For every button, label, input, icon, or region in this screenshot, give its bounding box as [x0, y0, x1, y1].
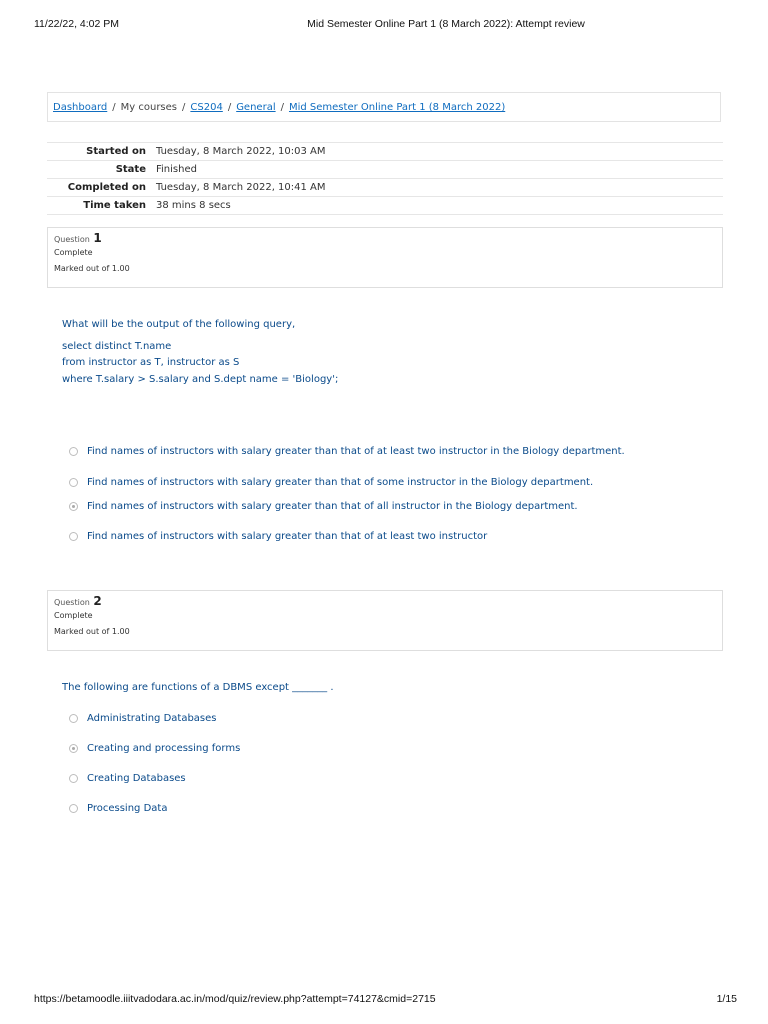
summary-row-started [47, 143, 723, 161]
question-1-text [62, 317, 338, 388]
breadcrumb [47, 92, 721, 122]
code-line: select distinct T.name [62, 340, 172, 352]
summary-value: Finished [156, 161, 723, 179]
question-prompt: What will be the output of the following query, [62, 319, 296, 330]
summary-row-state [47, 161, 723, 179]
answer-option-label: Find names of instructors with salary greater than that of at least two instructor in the Biology department. [87, 446, 625, 457]
answer-option-label: Administrating Databases [87, 713, 217, 724]
answer-option[interactable] [69, 713, 217, 724]
answer-option-label: Find names of instructors with salary greater than that of all instructor in the Biology department. [87, 501, 578, 512]
summary-label: Time taken [47, 197, 156, 215]
radio-button[interactable] [69, 447, 78, 456]
question-state: Complete [54, 611, 93, 620]
answer-option[interactable] [69, 477, 593, 488]
breadcrumb-separator: / [112, 102, 116, 113]
question-number-value: 2 [93, 594, 102, 608]
question-1-info [47, 227, 723, 288]
answer-option-label: Processing Data [87, 803, 168, 814]
summary-row-completed [47, 179, 723, 197]
question-grade: Marked out of 1.00 [54, 627, 130, 636]
question-number-value: 1 [93, 231, 102, 245]
summary-row-time-taken [47, 197, 723, 215]
answer-option-selected[interactable] [69, 743, 240, 754]
answer-option-label: Find names of instructors with salary greater than that of some instructor in the Biology department. [87, 477, 594, 488]
print-datetime: 11/22/22, 4:02 PM [34, 18, 120, 30]
code-line: where T.salary > S.salary and S.dept name = 'Biology'; [62, 373, 339, 385]
question-grade: Marked out of 1.00 [54, 264, 130, 273]
answer-option[interactable] [69, 531, 487, 542]
question-code [62, 339, 338, 389]
radio-button[interactable] [69, 804, 78, 813]
attempt-summary-table [47, 142, 723, 215]
breadcrumb-quiz-link[interactable]: Mid Semester Online Part 1 (8 March 2022) [288, 102, 506, 113]
question-number [54, 231, 722, 245]
print-title: Mid Semester Online Part 1 (8 March 2022): Attempt review [307, 18, 585, 30]
answer-option-selected[interactable] [69, 501, 578, 512]
breadcrumb-separator: / [182, 102, 186, 113]
question-state: Complete [54, 248, 93, 257]
radio-button[interactable] [69, 478, 78, 487]
summary-label: State [47, 161, 156, 179]
answer-option[interactable] [69, 803, 167, 814]
breadcrumb-course-link[interactable]: CS204 [190, 102, 223, 113]
answer-option-label: Creating and processing forms [87, 743, 241, 754]
radio-button-selected[interactable] [69, 502, 78, 511]
question-2-info [47, 590, 723, 651]
summary-label: Completed on [47, 179, 156, 197]
breadcrumb-dashboard-link[interactable]: Dashboard [53, 102, 108, 113]
summary-value: Tuesday, 8 March 2022, 10:03 AM [156, 143, 723, 161]
summary-label: Started on [47, 143, 156, 161]
print-page-number: 1/15 [716, 993, 737, 1005]
radio-button[interactable] [69, 714, 78, 723]
answer-option[interactable] [69, 773, 186, 784]
question-label: Question [54, 235, 90, 244]
question-2-text [62, 680, 334, 697]
question-number [54, 594, 722, 608]
breadcrumb-my-courses: My courses [120, 102, 178, 113]
question-label: Question [54, 598, 90, 607]
radio-button[interactable] [69, 532, 78, 541]
answer-option-label: Creating Databases [87, 773, 186, 784]
breadcrumb-section-link[interactable]: General [236, 102, 276, 113]
radio-button[interactable] [69, 774, 78, 783]
radio-button-selected[interactable] [69, 744, 78, 753]
answer-option-label: Find names of instructors with salary greater than that of at least two instructor [87, 531, 488, 542]
answer-option[interactable] [69, 446, 625, 457]
breadcrumb-separator: / [227, 102, 232, 113]
summary-value: 38 mins 8 secs [156, 197, 723, 215]
print-url: https://betamoodle.iiitvadodara.ac.in/mod/quiz/review.php?attempt=74127&cmid=2715 [34, 993, 436, 1005]
code-line: from instructor as T, instructor as S [62, 357, 240, 368]
question-prompt: The following are functions of a DBMS except _______ . [62, 682, 334, 693]
breadcrumb-separator: / [280, 102, 284, 113]
summary-value: Tuesday, 8 March 2022, 10:41 AM [156, 179, 723, 197]
